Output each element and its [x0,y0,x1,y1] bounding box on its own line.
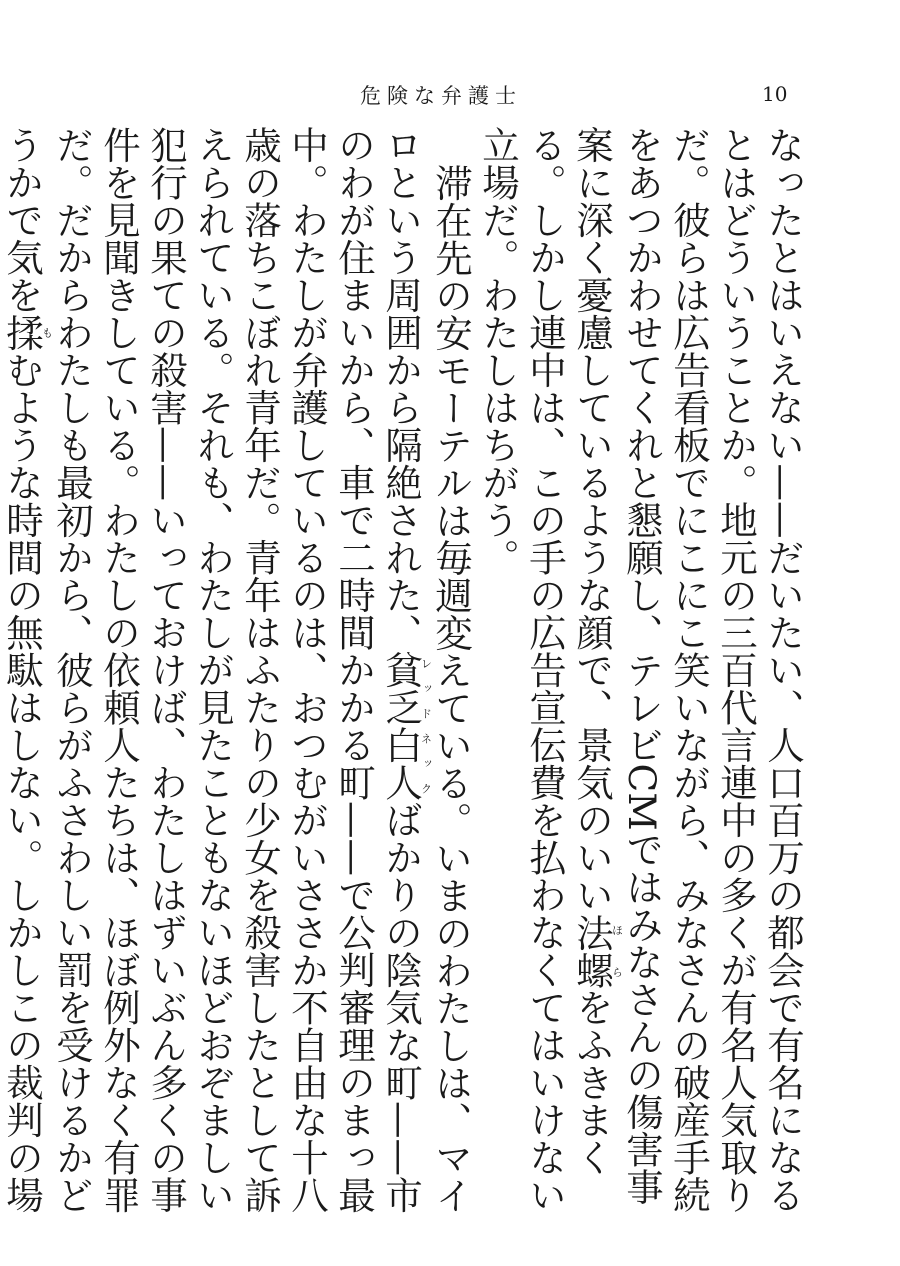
paragraph-2-text-b: ばかりの陰気な町——市のわが住まいから、車で二時間かかる町——で公判審理のまっ最中。わたしが弁護しているのは、おつむがいささか不自由な十八歳の落ちこぼれ青年だ。青年はふたりの少女を殺害したとして訴えられている。それも、わたしが見たこともないほどおぞましい犯行の果ての殺害——いっておけば、わたしはずいぶん多くの事件を見聞きしている。わたしの依頼人たちは、ほぼ例外なく有罪だ。だからわたしも最初から、彼らがふさわしい罰を受けるかどうかで気を [0,126,423,1214]
ruby-hora-reading: ほら [610,913,624,989]
paragraph-1-tail: をふきまくる。しかし連中は、この手の広告宣伝費を払わなくてはいけない立場だ。わたしはちがう。 [476,126,614,1214]
ruby-mo: 揉も [0,313,54,351]
paragraph-2-text-c: むような時間の無駄はしない。しかしこの裁判の場 [0,351,44,1214]
paragraph-1 [474,126,806,1216]
ruby-mo-reading: も [40,313,54,351]
running-head-title: 危険な弁護士 [360,84,522,108]
ruby-redneck: 貧乏白人レッドネック [379,651,433,801]
body-text [0,126,806,1216]
paragraph-1-text: なったとはいえない——だいたい、人口百万の都会で有名になるとはどういうことか。地元の三百代言連中の多くが有名人気取りだ。彼らは広告看板でにこにこ笑いながら、みなさんの破産手続をあつかわせてくれと懇願し、テレビCMではみなさんの傷害事案に深く憂慮しているような顔で、景気のいい [570,126,805,1214]
ruby-hora: 法螺ほら [570,913,624,989]
page-number: 10 [762,82,788,106]
paragraph-2-text-a: 滞在先の安モーテルは毎週変えている。いまのわたしは、マイロという周囲から隔絶された、 [379,126,473,1214]
ruby-redneck-reading: レッドネック [419,651,433,801]
paragraph-2 [0,126,474,1216]
